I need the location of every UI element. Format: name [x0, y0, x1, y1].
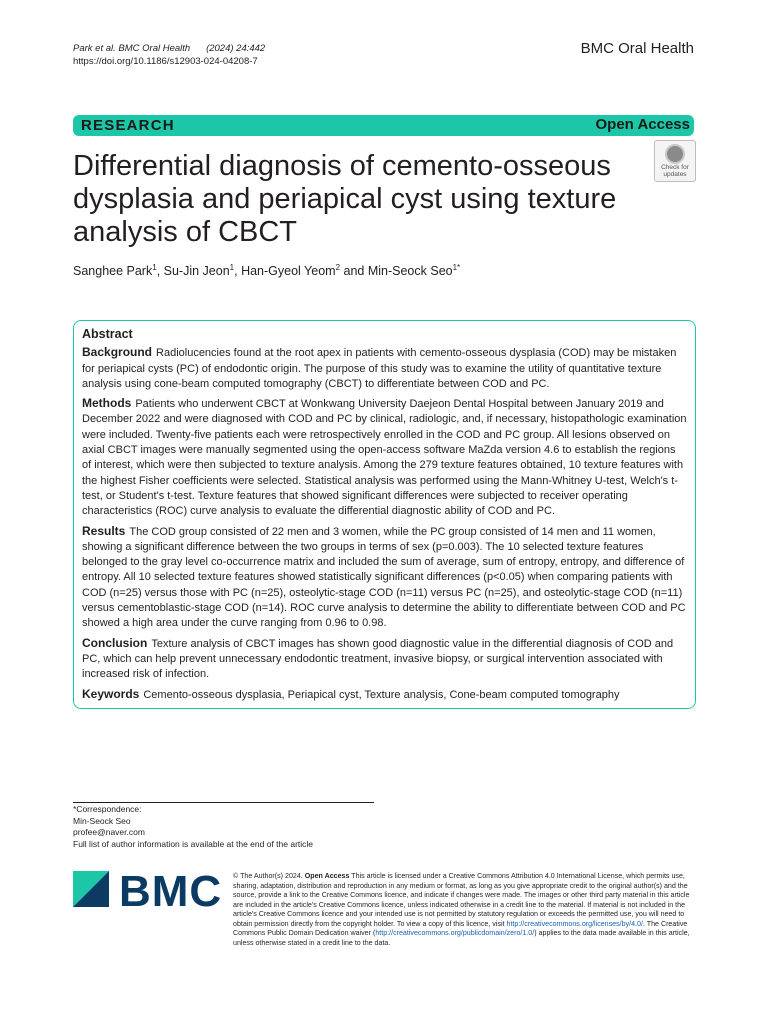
- license-body: This article is licensed under a Creative Commons Attribution 4.0 International License, which permits use, sharing, adaptation, distribution and reproduction in any medium or format, as long as you give appropriate credit to the original author(s) and the source, provide a link to the Creative Commons licence, and indicate if changes were made. The images or other third party material in this article are included in the article's Creative Commons licence, unless indicated otherwise in a credit line to the material. If material is not included in the article's Creative Commons licence and your intended use is not permitted by statutory regulation or exceeds the permitted use, you will need to obtain permission directly from the copyright holder. To view a copy of this licence, visit: [233, 872, 690, 928]
- check-for-updates-badge[interactable]: [654, 140, 696, 182]
- author-info-note: Full list of author information is available at the end of the article: [73, 838, 314, 849]
- abstract-keywords: [82, 687, 687, 703]
- background-label: Background: [82, 345, 153, 360]
- journal-name: BMC Oral Health: [580, 40, 694, 57]
- abstract-methods: [82, 396, 687, 519]
- abstract-heading: Abstract: [82, 327, 133, 341]
- author-separator: and: [340, 264, 368, 279]
- license-open-access: Open Access: [304, 872, 350, 880]
- correspondence-footnote: [73, 804, 313, 850]
- footnote-divider: [73, 802, 374, 803]
- results-text: The COD group consisted of 22 men and 3 women, while the PC group consisted of 14 men and 11 women, showing a significant difference between the two groups in terms of sex (p=0.003). The 10 selected texture features belonged to the gray level co-occurrence matrix and included the sum of average, sum of entropy, entropy, and difference of entropy. All 10 selected texture features showed statistically significant differences (p<0.05) when comparing patients with COD (n=25) versus those with PC (n=25), osteolytic-stage COD (n=11) versus PC (n=25), and osteolytic-stage COD (n=11) versus cementoblastic-stage COD (n=14). ROC curve analysis to determine the ability to differentiate between COD and PC showed a high area under the curve ranging from 0.96 to 0.98.: [82, 525, 686, 630]
- license-link-cc-by[interactable]: http://creativecommons.org/licenses/by/4.0/: [506, 919, 643, 928]
- methods-label: Methods: [82, 396, 132, 411]
- abstract-conclusion: [82, 636, 687, 683]
- author-affiliation: 1*: [452, 263, 461, 272]
- check-updates-icon: [665, 144, 685, 164]
- check-updates-line1: Check for: [661, 164, 689, 171]
- keywords-text: Cemento-osseous dysplasia, Periapical cyst, Texture analysis, Cone-beam computed tomography: [143, 688, 620, 701]
- author-list: [73, 263, 460, 278]
- correspondence-name: Min-Seock Seo: [73, 815, 131, 826]
- article-type-band: [73, 115, 694, 136]
- author-affiliation: 1: [229, 263, 235, 272]
- citation-line: [73, 42, 265, 55]
- correspondence-email[interactable]: profee@naver.com: [73, 827, 145, 837]
- open-access-label: Open Access: [595, 116, 690, 133]
- correspondence-label: *Correspondence:: [73, 804, 142, 814]
- abstract-background: [82, 345, 687, 392]
- citation-header: [73, 42, 265, 68]
- article-title: Differential diagnosis of cemento-osseous dysplasia and periapical cyst using texture analysis of CBCT: [73, 150, 617, 248]
- author-name[interactable]: Han-Gyeol Yeom: [241, 264, 336, 279]
- bmc-logo-mark: [73, 871, 109, 907]
- author-affiliation: 1: [152, 263, 157, 272]
- conclusion-label: Conclusion: [82, 635, 148, 650]
- author-separator: ,: [234, 264, 242, 279]
- author-affiliation: 2: [335, 263, 341, 272]
- author-name[interactable]: Su-Jin Jeon: [163, 264, 230, 279]
- abstract-box: [73, 320, 696, 709]
- doi-link[interactable]: https://doi.org/10.1186/s12903-024-04208-7: [73, 56, 258, 67]
- methods-text: Patients who underwent CBCT at Wonkwang University Daejeon Dental Hospital between January 2019 and December 2022 and were diagnosed with COD and PC by clinical, radiologic, and, if necessary, histopathologic examination were included. Twenty-five patients each were retrospectively enrolled in the COD and PC group. All lesions observed on axial CBCT images were manually segmented using the open-access software MaZda version 4.6 to establish the regions of interest, which were then subjected to texture analysis. Among the 279 texture features obtained, 10 texture features with the highest Fisher coefficients were selected. Statistical analysis was performed using the Mann-Whitney U-test, Welch's t-test, or Student's t-test. Texture features that showed significant differences were subjected to receiver operating characteristics (ROC) curve analysis to evaluate the differential diagnostic ability of COD and PC.: [82, 398, 687, 518]
- bmc-logo: [73, 867, 223, 916]
- abstract-results: [82, 524, 687, 632]
- keywords-label: Keywords: [82, 686, 140, 701]
- citation-year-volume: (2024) 24:442: [206, 43, 266, 54]
- license-link-cc-zero[interactable]: http://creativecommons.org/publicdomain/zero/1.0/: [375, 929, 535, 938]
- check-updates-line2: updates: [663, 171, 687, 178]
- license-tail: ) applies to the data made available in this article, unless otherwise stated in a credit line to the data.: [233, 929, 690, 947]
- author-name[interactable]: Sanghee Park: [73, 264, 153, 279]
- results-label: Results: [82, 523, 126, 538]
- author-separator: ,: [156, 264, 164, 279]
- license-mid: . The Creative Commons Public Domain Dedication waiver (: [233, 919, 688, 938]
- background-text: Radiolucencies found at the root apex in patients with cemento-osseous dysplasia (COD) may be mistaken for periapical cysts (PC) of endodontic origin. The purpose of this study was to examine the utility of quantitative texture analysis using cone-beam computed tomography (CBCT) to differentiate between COD and PC.: [82, 347, 677, 390]
- article-type-label: RESEARCH: [81, 117, 175, 134]
- citation-authors: Park et al. BMC Oral Health: [73, 43, 191, 54]
- license-text: [233, 872, 695, 948]
- license-copyright: © The Author(s) 2024.: [233, 872, 303, 880]
- bmc-logo-text: BMC: [119, 867, 223, 916]
- author-name[interactable]: Min-Seock Seo: [367, 264, 453, 279]
- conclusion-text: Texture analysis of CBCT images has shown good diagnostic value in the differential diagnosis of COD and PC, which can help prevent unnecessary endodontic treatment, invasive biopsy, or surgical intervention associated with increased risk of infection.: [82, 637, 674, 681]
